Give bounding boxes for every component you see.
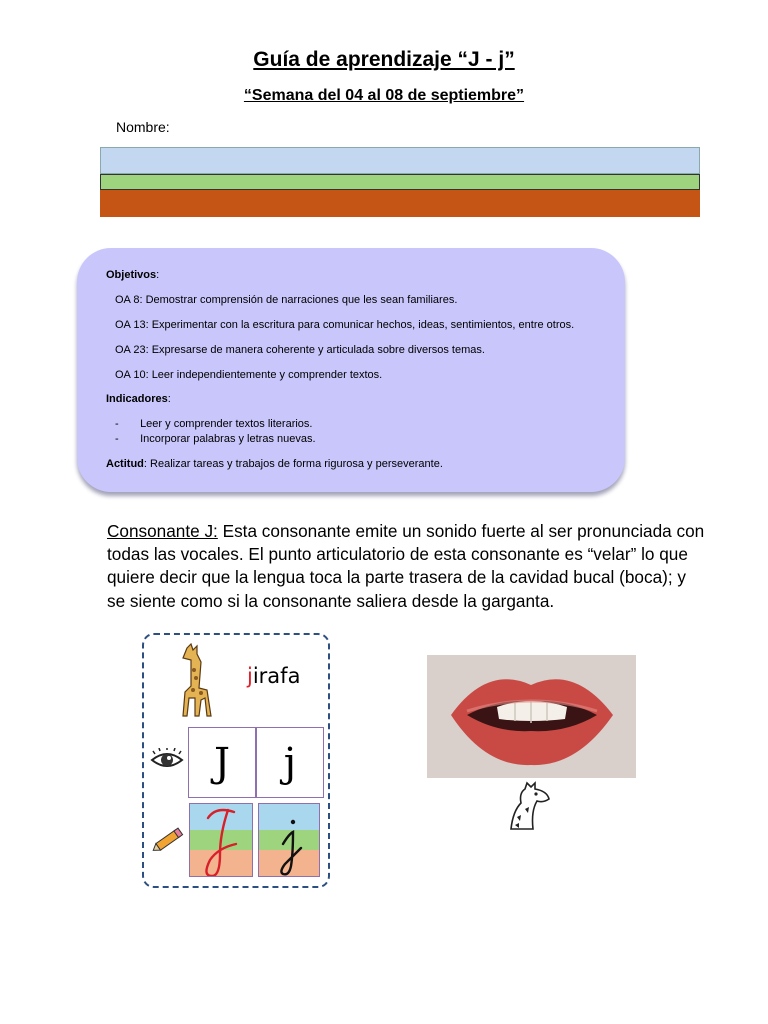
decorative-band-orange xyxy=(100,190,700,217)
name-field[interactable] xyxy=(100,147,700,174)
giraffe-head-icon xyxy=(503,781,553,831)
objectives-box xyxy=(77,248,625,492)
objective-item: OA 10: Leer independientemente y comprender textos. xyxy=(115,369,383,381)
objectives-heading: Objetivos: xyxy=(106,269,160,281)
consonant-text: Esta consonante emite un sonido fuerte al ser pronunciada con todas las vocales. El punto articulatorio de esta consonante es “velar” lo que quiere decir que la lengua toca la parte trasera de la cavidad bucal (boca); y se siente como si la consonante saliera desde la garganta. xyxy=(107,521,705,611)
consonant-description xyxy=(107,520,707,613)
uppercase-cursive-j xyxy=(189,803,253,877)
objective-item: OA 8: Demostrar comprensión de narraciones que les sean familiares. xyxy=(115,294,458,306)
mouth-photo xyxy=(427,655,636,778)
cursive-j-upper-glyph xyxy=(190,804,253,877)
indicator-item: - Incorporar palabras y letras nuevas. xyxy=(115,433,316,445)
lowercase-cursive-j xyxy=(258,803,320,877)
uppercase-print-j: J xyxy=(188,727,256,798)
word-jirafa: jirafa xyxy=(247,664,301,688)
objective-item: OA 13: Experimentar con la escritura para comunicar hechos, ideas, sentimientos, entre otros. xyxy=(115,319,575,331)
indicators-heading: Indicadores: xyxy=(106,393,171,405)
consonant-label: Consonante J: xyxy=(107,521,218,541)
pencil-icon xyxy=(150,826,186,854)
page-title: Guía de aprendizaje “J - j” xyxy=(253,48,515,71)
cursive-j-lower-glyph xyxy=(259,804,320,877)
name-label: Nombre: xyxy=(116,119,170,135)
eye-icon xyxy=(150,748,184,772)
mouth-illustration xyxy=(427,655,636,778)
objective-item: OA 23: Expresarse de manera coherente y articulada sobre diversos temas. xyxy=(115,344,485,356)
page-subtitle: “Semana del 04 al 08 de septiembre” xyxy=(243,87,525,104)
attitude-line: Actitud: Realizar tareas y trabajos de forma rigurosa y perseverante. xyxy=(106,458,443,470)
indicator-item: - Leer y comprender textos literarios. xyxy=(115,418,313,430)
lowercase-print-j: j xyxy=(256,727,324,798)
giraffe-icon xyxy=(175,642,219,718)
decorative-band-green xyxy=(100,174,700,190)
